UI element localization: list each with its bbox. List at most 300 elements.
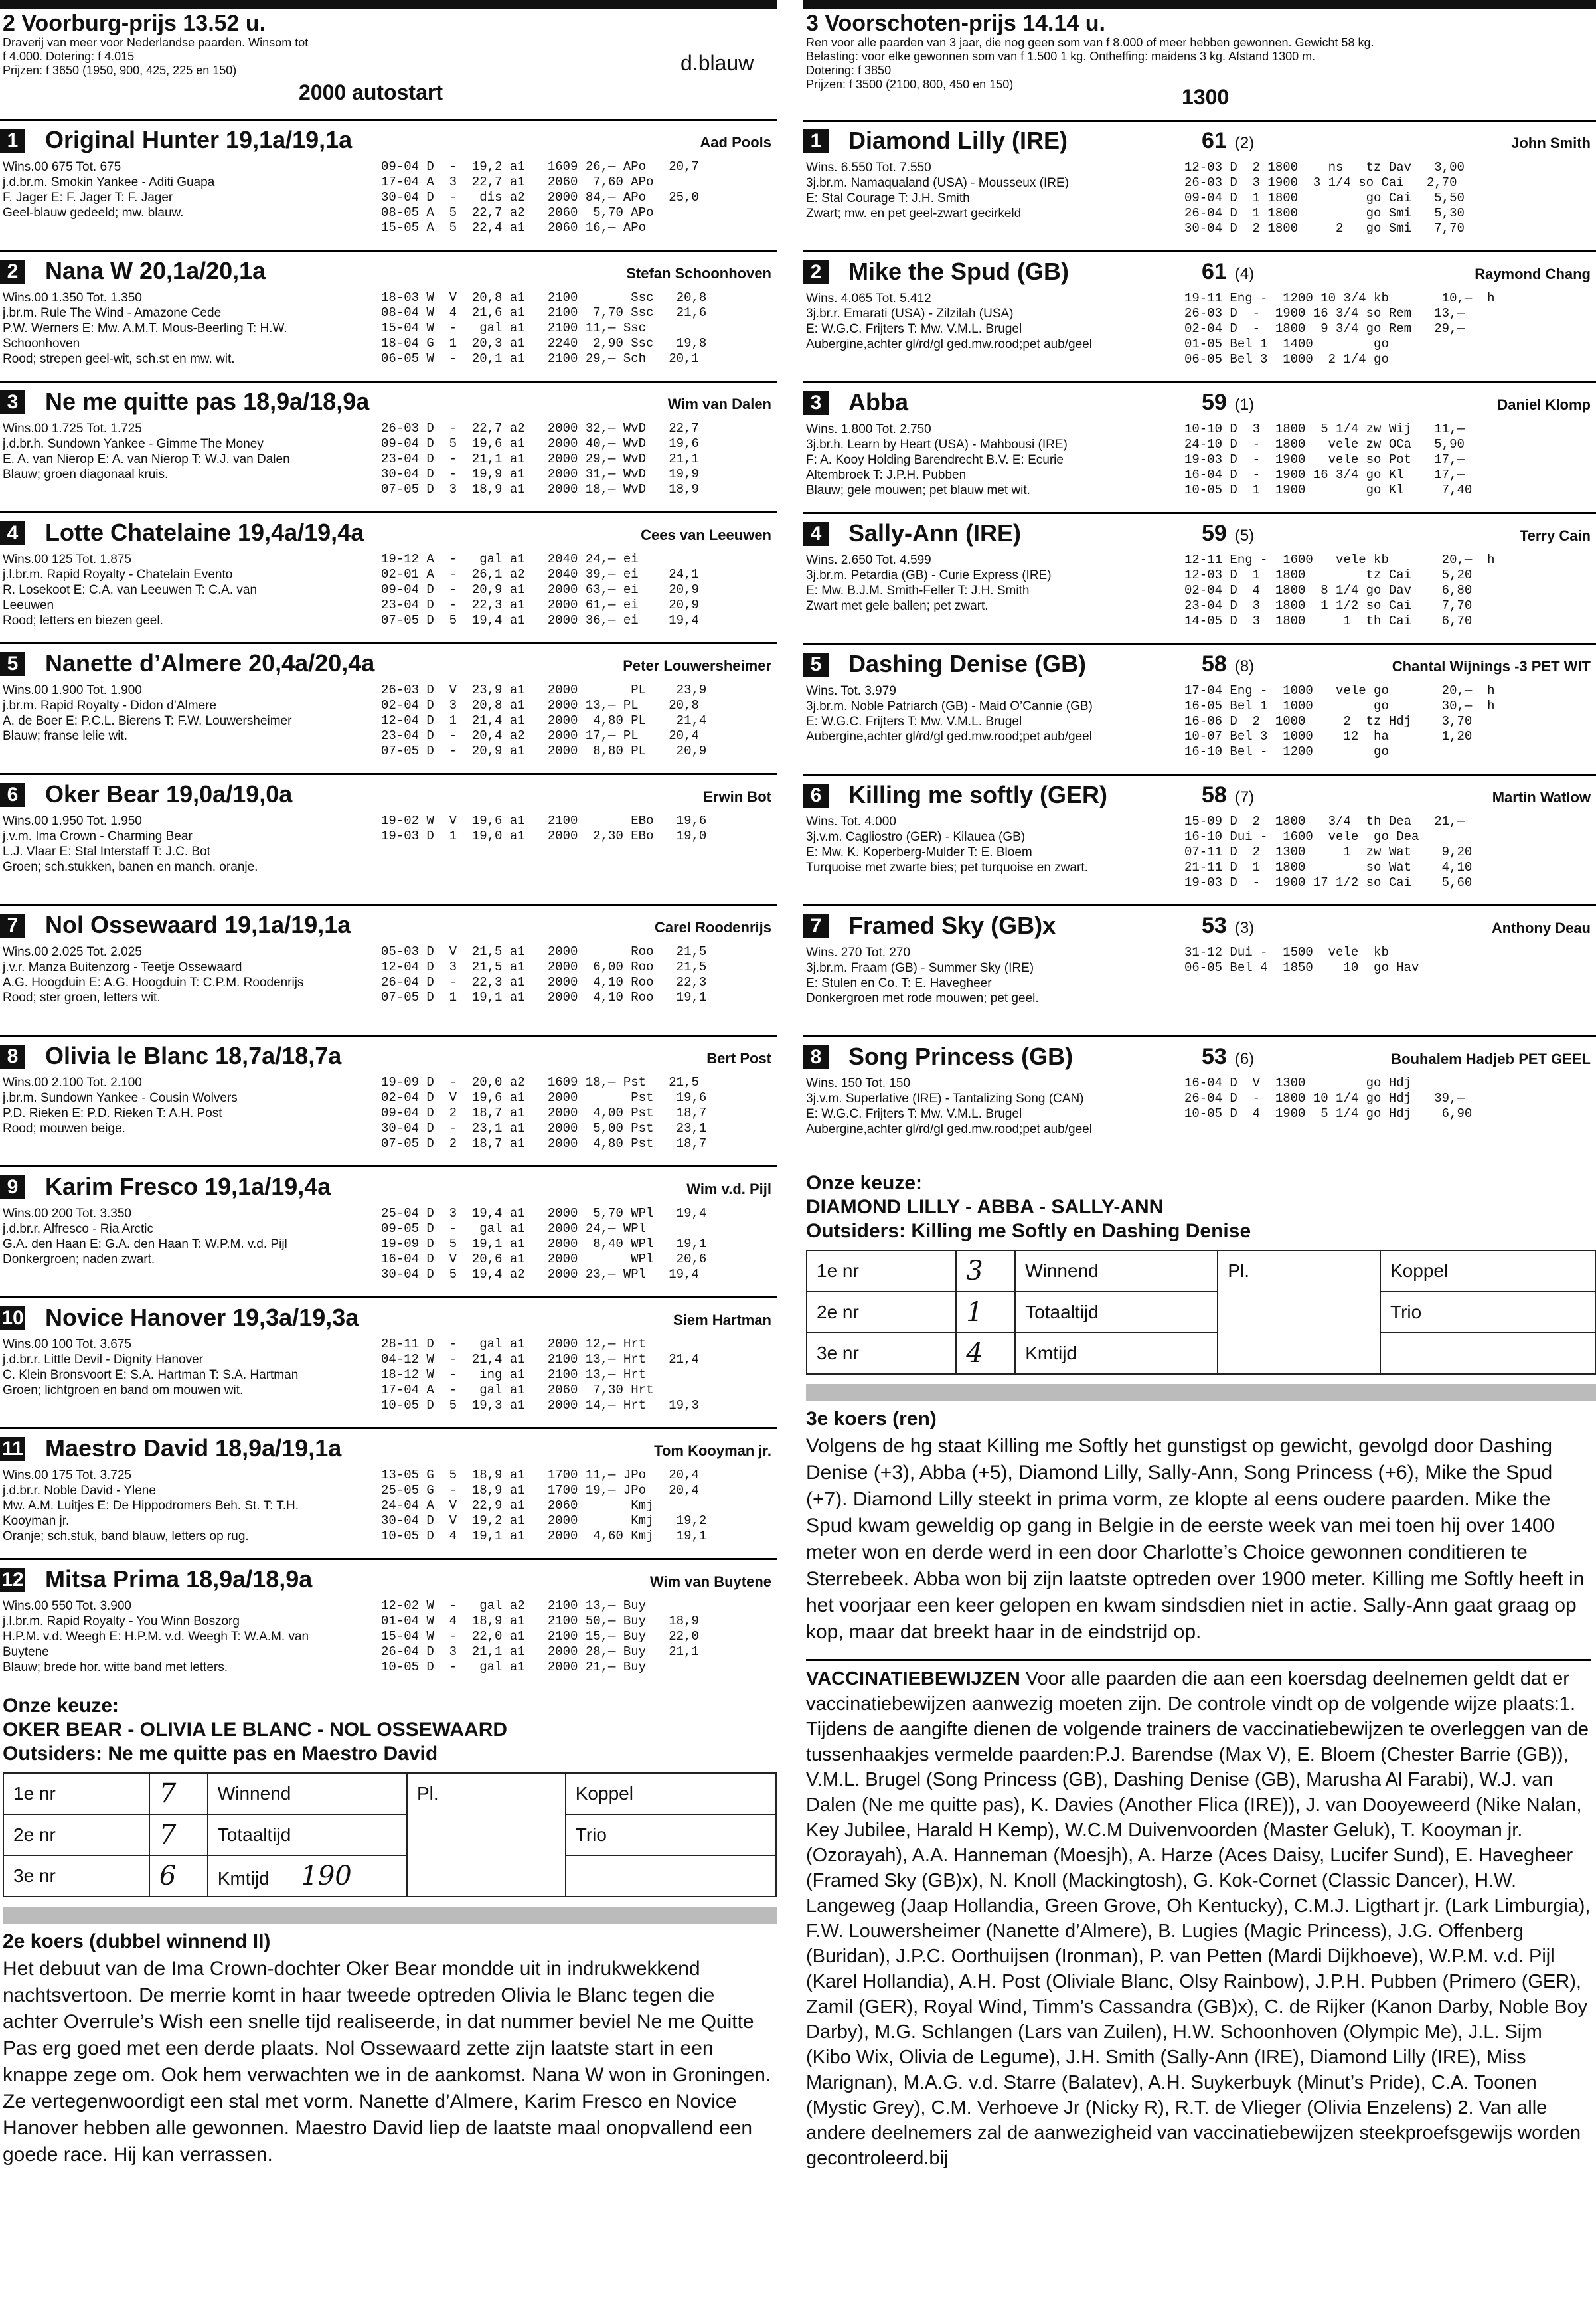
form-row: 09-04 D 1 1800 go Cai 5,50 xyxy=(1184,191,1465,205)
form-row: 30-04 D 2 1800 2 go Smi 7,70 xyxy=(1184,221,1465,236)
trainer-name: Aad Pools xyxy=(700,134,771,151)
horse-name: Mitsa Prima 18,9a/18,9a xyxy=(45,1565,313,1592)
horse-entry xyxy=(803,250,1596,377)
info-line: P.D. Rieken E: P.D. Rieken T: A.H. Post xyxy=(3,1106,222,1120)
form-row: 16-10 Bel - 1200 go xyxy=(1184,744,1389,759)
info-line: Wins.00 1.350 Tot. 1.350 xyxy=(3,291,142,305)
form-row: 16-04 D - 1900 16 3/4 go Kl 17,— xyxy=(1184,468,1465,482)
trainer-name: Wim van Dalen xyxy=(667,396,771,412)
horse-rating xyxy=(1202,782,1254,808)
info-line: F: A. Kooy Holding Barendrecht B.V. E: Ecurie xyxy=(806,453,1064,467)
rating-value: 53 xyxy=(1202,1044,1227,1069)
trainer-name: Anthony Deau xyxy=(1491,920,1591,936)
info-line: Leeuwen xyxy=(3,598,54,612)
handwritten-entry: 4 xyxy=(966,1338,983,1369)
form-table xyxy=(381,1598,699,1675)
form-table xyxy=(381,1206,706,1282)
handwritten-entry: 3 xyxy=(966,1256,983,1286)
form-row: 14-05 D 3 1800 1 th Cai 6,70 xyxy=(1184,614,1473,628)
draw-number: (3) xyxy=(1234,919,1255,937)
prediction-table xyxy=(806,1250,1596,1375)
distance: 1300 xyxy=(1182,85,1230,109)
horse-list xyxy=(803,120,1596,1162)
horse-number: 2 xyxy=(0,260,25,284)
horse-info xyxy=(3,1337,361,1398)
pl-label: Pl. xyxy=(1218,1250,1380,1374)
draw-number: (2) xyxy=(1234,134,1255,152)
horse-number: 1 xyxy=(803,129,829,153)
form-row: 09-04 D 5 19,6 a1 2000 40,— WvD 19,6 xyxy=(381,436,699,451)
info-line: 3j.br.h. Learn by Heart (USA) - Mahbousi (IRE) xyxy=(806,438,1068,452)
info-line: j.d.br.h. Sundown Yankee - Gimme The Money xyxy=(3,437,264,451)
horse-name: Diamond Lilly (IRE) xyxy=(848,127,1068,154)
handwritten-entry: 7 xyxy=(159,1778,177,1809)
info-line: Wins.00 550 Tot. 3.900 xyxy=(3,1599,131,1613)
race-conditions-2: Belasting: voor elke gewonnen som van f 1.500 1 kg. Ontheffing: maidens 3 kg. Afstand 1300 m. xyxy=(806,50,1316,63)
form-row: 18-04 G 1 20,3 a1 2240 2,90 Ssc 19,8 xyxy=(381,336,707,351)
horse-number: 3 xyxy=(803,391,829,415)
form-row: 30-04 D - 23,1 a1 2000 5,00 Pst 23,1 xyxy=(381,1121,707,1136)
form-table xyxy=(381,1468,706,1544)
info-line: E: W.G.C. Frijters T: Mw. V.M.L. Brugel xyxy=(806,715,1022,729)
form-row: 12-03 D 2 1800 ns tz Dav 3,00 xyxy=(1184,160,1465,175)
form-row: 16-04 D V 1300 go Hdj xyxy=(1184,1076,1412,1090)
horse-name: Maestro David 18,9a/19,1a xyxy=(45,1434,342,1462)
handwritten-entry: 7 xyxy=(159,1820,177,1850)
form-table xyxy=(381,944,706,1005)
trainer-name: Siem Hartman xyxy=(673,1312,771,1328)
horse-info xyxy=(3,290,361,367)
horse-name: Dashing Denise (GB) xyxy=(848,650,1087,677)
horse-entry xyxy=(0,119,777,246)
info-line: Wins.00 1.900 Tot. 1.900 xyxy=(3,683,142,697)
info-line: Blauw; brede hor. witte band met letters. xyxy=(3,1660,228,1674)
horse-info xyxy=(3,1598,361,1675)
form-row: 07-05 D 2 18,7 a1 2000 4,80 Pst 18,7 xyxy=(381,1136,707,1151)
trainer-name: Raymond Chang xyxy=(1475,266,1591,282)
vaccination-text: Voor alle paarden die aan een koersdag deelnemen geldt dat er vaccinatiebewijzen aanwezig moeten zijn. De controle vindt op de volgende wijze plaats:1. Tijdens de aangifte dienen de volgende trainers de vaccinatiebewijzen te overleggen van de tussenhaakjes vermelde paarden:P.J. Barendse (Max V), E. Bloem (Chester Barrie (GB)), V.M.L. Brugel (Song Princess (GB), Dashing Denise (GB), Marusha Al Farabi), W.J. van Dalen (Ne me quitte pas), K. Davies (Another Flica (IRE)), J. van Dooyeweerd (Nike Nalan, Key Jubilee, Harald H Kemp), W.C.M Duivenvoorden (Master Geluk), T. Kooyman jr. (Ozorayah), A.A. Hanneman (Moesjh), A. Harze (Aces Daisy, Lucifer Sund), E. Havegheer (Framed Sky (GB)x), N. Knoll (Mackingtosh), G. Kok-Cornet (Classic Dancer), H.W. Langeweg (Jaap Hollandia, Green Grove, Oh Kentucky), C.M.J. Ligthart jr. (Lark Limburgia), F.W. Louwersheimer (Nanette d’Almere), B. Lugies (Magic Princess), J.G. Offenberg (Buridan), J.P.C. Oorthuijsen (Ironman), P. van Petten (Mardi Dijkhoeve), W.P.M. v.d. Pijl (Karel Hollandia), A.H. Post (Oliviale Blanc, Olsy Rainbow), J.P.H. Pubben (Primero (GER), Zamil (GER), Royal Wind, Timm’s Cassandra (GB)x), C. de Rijker (Kanon Darby, Noble Boy Darby), M.G. Schlangen (Lars van Zuilen), H.W. Schoonhoven (Olympic Me), J.L. Sijm (Kibo Wix, Olivia de Legume), J.H. Smith (Sally-Ann (IRE), Diamond Lilly (IRE), Miss Marignan), M.A.G. v.d. Starre (Balatev), A.H. Suykerbuyk (Minut’s Pride), C.A. Toonen (Mystic Grey), C.M. Verhoeve Jr (Nicky R), R.T. de Vlieger (Olivia Enzelens) 2. Van alle andere deelnemers zal de aanwezigheid van vaccinatiebewijzen steekproefsgewijs worden gecontroleerd.bij xyxy=(806,1668,1591,2169)
info-line: Zwart; mw. en pet geel-zwart gecirkeld xyxy=(806,207,1022,220)
form-row: 16-06 D 2 1000 2 tz Hdj 3,70 xyxy=(1184,714,1473,729)
horse-name: Killing me softly (GER) xyxy=(848,781,1108,808)
info-line: Wins. 4.065 Tot. 5.412 xyxy=(806,292,931,305)
horse-entry xyxy=(0,1427,777,1554)
form-row: 26-03 D - 1900 16 3/4 so Rem 13,— xyxy=(1184,306,1465,321)
draw-number: (1) xyxy=(1234,396,1255,414)
horse-number: 12 xyxy=(0,1568,25,1592)
rating-value: 58 xyxy=(1202,651,1227,677)
form-row: 07-05 D 5 19,4 a1 2000 36,— ei 19,4 xyxy=(381,613,699,628)
form-table xyxy=(381,1075,706,1152)
form-row: 10-05 D 5 19,3 a1 2000 14,— Hrt 19,3 xyxy=(381,1398,699,1413)
info-line: 3j.br.m. Noble Patriarch (GB) - Maid O’Cannie (GB) xyxy=(806,699,1093,713)
horse-number: 7 xyxy=(803,914,829,938)
horse-entry xyxy=(803,512,1596,639)
info-line: j.d.br.m. Smokin Yankee - Aditi Guapa xyxy=(3,175,215,189)
outsiders-text: Outsiders: Killing me Softly en Dashing Denise xyxy=(806,1220,1251,1242)
race-conditions-4: Prijzen: f 3500 (2100, 800, 450 en 150) xyxy=(806,78,1014,91)
race-3-column xyxy=(803,0,1596,2171)
horse-entry xyxy=(0,773,777,900)
article-text: Volgens de hg staat Killing me Softly het gunstigst op gewicht, gevolgd door Dashing Denise (+3), Abba (+5), Diamond Lilly, Sally-Ann, Song Princess (+6), Mike the Spud (+7). Diamond Lilly steekt in prima vorm, ze klopte al eens oudere paarden. Mike the Spud kwam geweldig op gang in Belgie in de eerste week van mei toen hij over 1400 meter won en derde werd in een door Charlotte’s Choice gewonnen conditieren te Sterrebeek. Abba won bij zijn laatste optreden over 1900 meter. Killing me Softly heeft in het voorjaar een keer gelopen en kwam sindsdien niet in actie. Sally-Ann gaat graag op kop, maar dat breekt haar in de eindstrijd op. xyxy=(806,1435,1585,1643)
row-label: 3e nr xyxy=(3,1855,149,1897)
keuze-text: DIAMOND LILLY - ABBA - SALLY-ANN xyxy=(806,1196,1164,1218)
form-table xyxy=(1184,291,1494,367)
form-table xyxy=(1184,553,1494,629)
info-line: Wins.00 100 Tot. 3.675 xyxy=(3,1337,131,1351)
horse-rating xyxy=(1202,1044,1254,1070)
form-row: 15-04 W - gal a1 2100 11,— Ssc xyxy=(381,321,647,335)
info-line: Rood; mouwen beige. xyxy=(3,1122,125,1136)
horse-entry xyxy=(803,774,1596,901)
horse-name: Novice Hanover 19,3a/19,3a xyxy=(45,1304,359,1331)
form-row: 12-02 W - gal a2 2100 13,— Buy xyxy=(381,1598,647,1613)
form-row: 23-04 D 3 1800 1 1/2 so Cai 7,70 xyxy=(1184,598,1473,613)
horse-name: Nana W 20,1a/20,1a xyxy=(45,257,266,284)
prediction-table xyxy=(3,1772,777,1897)
trainer-name: Stefan Schoonhoven xyxy=(626,265,771,282)
info-line: Donkergroen met rode mouwen; pet geel. xyxy=(806,991,1039,1005)
start-type: 2000 autostart xyxy=(299,80,443,104)
horse-number: 4 xyxy=(0,521,25,545)
info-line: E: W.G.C. Frijters T: Mw. V.M.L. Brugel xyxy=(806,322,1022,336)
horse-rating xyxy=(1202,390,1254,416)
horse-number: 2 xyxy=(803,260,829,284)
header-bar xyxy=(803,0,1596,9)
horse-info xyxy=(3,944,361,1005)
form-row: 13-05 G 5 18,9 a1 1700 11,— JPo 20,4 xyxy=(381,1468,699,1482)
horse-rating xyxy=(1202,128,1254,154)
form-row: 19-03 D - 1900 17 1/2 so Cai 5,60 xyxy=(1184,875,1473,890)
info-line: Geel-blauw gedeeld; mw. blauw. xyxy=(3,206,184,220)
horse-number: 4 xyxy=(803,522,829,546)
form-row: 12-03 D 1 1800 tz Cai 5,20 xyxy=(1184,568,1473,582)
form-table xyxy=(381,159,699,236)
info-line: Wins. Tot. 4.000 xyxy=(806,815,896,829)
race-conditions-2: f 4.000. Dotering: f 4.015 xyxy=(3,50,135,63)
col-label: Totaaltijd xyxy=(1015,1292,1218,1333)
form-table xyxy=(1184,683,1494,760)
horse-name: Abba xyxy=(848,388,908,416)
info-line: F. Jager E: F. Jager T: F. Jager xyxy=(3,191,173,205)
form-row: 06-05 W - 20,1 a1 2100 29,— Sch 20,1 xyxy=(381,351,699,366)
horse-info xyxy=(806,945,1164,1006)
horse-number: 7 xyxy=(0,914,25,938)
race-conditions-3: Dotering: f 3850 xyxy=(806,64,892,77)
form-row: 01-04 W 4 18,9 a1 2100 50,— Buy 18,9 xyxy=(381,1614,699,1628)
form-row: 26-04 D - 1800 10 1/4 go Hdj 39,— xyxy=(1184,1091,1465,1106)
info-line: j.v.r. Manza Buitenzorg - Teetje Ossewaard xyxy=(3,960,242,974)
horse-entry xyxy=(0,1165,777,1292)
trainer-name: Erwin Bot xyxy=(703,788,771,805)
horse-entry xyxy=(803,1035,1596,1162)
form-row: 09-04 D - 20,9 a1 2000 63,— ei 20,9 xyxy=(381,582,699,597)
info-line: j.d.br.r. Noble David - Ylene xyxy=(3,1484,156,1498)
horse-entry xyxy=(0,250,777,377)
form-row: 28-11 D - gal a1 2000 12,— Hrt xyxy=(381,1337,647,1351)
info-line: Mw. A.M. Luitjes E: De Hippodromers Beh. St. T: T.H. xyxy=(3,1499,299,1513)
keuze-title: Onze keuze: xyxy=(806,1172,923,1194)
horse-name: Oker Bear 19,0a/19,0a xyxy=(45,780,293,808)
rating-value: 53 xyxy=(1202,913,1227,938)
horse-rating xyxy=(1202,913,1254,939)
row-label: 1e nr xyxy=(807,1250,956,1292)
horse-info xyxy=(3,159,361,220)
info-line: E: Stulen en Co. T: E. Havegheer xyxy=(806,976,992,990)
horse-entry xyxy=(0,642,777,769)
rating-value: 58 xyxy=(1202,782,1227,808)
handwritten-entry: 1 xyxy=(966,1297,983,1328)
info-line: R. Losekoot E: C.A. van Leeuwen T: C.A. van xyxy=(3,583,258,597)
horse-info xyxy=(806,814,1164,875)
horse-entry xyxy=(803,381,1596,508)
info-line: Wins.00 675 Tot. 675 xyxy=(3,160,121,174)
form-row: 30-04 D 5 19,4 a2 2000 23,— WPl 19,4 xyxy=(381,1267,699,1282)
vaccination-notice xyxy=(806,1659,1591,2171)
form-row: 23-04 D - 22,3 a1 2000 61,— ei 20,9 xyxy=(381,598,699,612)
draw-number: (4) xyxy=(1234,265,1255,283)
info-line: 3j.br.m. Namaqualand (USA) - Mousseux (IRE) xyxy=(806,176,1069,190)
info-line: Buytene xyxy=(3,1645,49,1659)
form-row: 09-04 D 2 18,7 a1 2000 4,00 Pst 18,7 xyxy=(381,1106,707,1120)
horse-number: 5 xyxy=(803,653,829,677)
trainer-name: Carel Roodenrijs xyxy=(654,919,771,936)
info-line: A.G. Hoogduin E: A.G. Hoogduin T: C.P.M. Roodenrijs xyxy=(3,976,304,989)
race-2-column xyxy=(0,0,777,2168)
form-row: 10-05 D 1 1900 go Kl 7,40 xyxy=(1184,483,1473,497)
form-row: 25-05 G - 18,9 a1 1700 19,— JPo 20,4 xyxy=(381,1483,699,1498)
form-row: 12-04 D 3 21,5 a1 2000 6,00 Roo 21,5 xyxy=(381,960,707,974)
horse-info xyxy=(3,683,361,744)
info-line: E: W.G.C. Frijters T: Mw. V.M.L. Brugel xyxy=(806,1107,1022,1121)
form-row: 10-05 D 4 1900 5 1/4 go Hdj 6,90 xyxy=(1184,1106,1473,1121)
trainer-name: Martin Watlow xyxy=(1492,789,1591,806)
form-row: 17-04 Eng - 1000 vele go 20,— h xyxy=(1184,683,1495,698)
horse-number: 8 xyxy=(0,1045,25,1069)
horse-rating xyxy=(1202,521,1254,547)
article-title: 3e koers (ren) xyxy=(806,1408,937,1430)
row-label: 1e nr xyxy=(3,1773,149,1814)
info-line: 3j.br.m. Petardia (GB) - Curie Express (IRE) xyxy=(806,568,1052,582)
form-table xyxy=(1184,1076,1472,1122)
form-row: 06-05 Bel 4 1850 10 go Hav xyxy=(1184,960,1419,975)
info-line: P.W. Werners E: Mw. A.M.T. Mous-Beerling T: H.W. xyxy=(3,321,287,335)
info-line: Turquoise met zwarte bies; pet turquoise en zwart. xyxy=(806,861,1088,875)
draw-number: (5) xyxy=(1234,527,1255,545)
rating-value: 61 xyxy=(1202,128,1227,153)
colour-label: d.blauw xyxy=(680,51,754,75)
draw-number: (8) xyxy=(1234,657,1255,675)
horse-entry xyxy=(0,904,777,1031)
form-row: 02-01 A - 26,1 a2 2040 39,— ei 24,1 xyxy=(381,567,699,582)
horse-number: 5 xyxy=(0,652,25,676)
form-row: 08-05 A 5 22,7 a2 2060 5,70 APo xyxy=(381,205,654,220)
horse-name: Mike the Spud (GB) xyxy=(848,258,1069,285)
info-line: E: Mw. B.J.M. Smith-Feller T: J.H. Smith xyxy=(806,584,1030,598)
info-line: j.l.br.m. Rapid Royalty - Chatelain Evento xyxy=(3,568,233,582)
form-table xyxy=(1184,422,1472,498)
form-row: 26-04 D 1 1800 go Smi 5,30 xyxy=(1184,206,1465,220)
info-line: Oranje; sch.stuk, band blauw, letters op rug. xyxy=(3,1529,249,1543)
form-row: 06-05 Bel 3 1000 2 1/4 go xyxy=(1184,352,1389,367)
horse-number: 6 xyxy=(0,783,25,807)
form-table xyxy=(1184,814,1472,891)
trainer-name: Cees van Leeuwen xyxy=(641,527,771,543)
horse-info xyxy=(3,552,361,628)
info-line: Wins. Tot. 3.979 xyxy=(806,684,896,698)
info-line: Groen; lichtgroen en band om mouwen wit. xyxy=(3,1383,244,1397)
trainer-name: Chantal Wijnings -3 PET WIT xyxy=(1392,658,1591,675)
info-line: C. Klein Bronsvoort E: S.A. Hartman T: S.A. Hartman xyxy=(3,1368,299,1382)
horse-name: Nanette d’Almere 20,4a/20,4a xyxy=(45,649,375,677)
divider xyxy=(3,1907,777,1924)
vaccination-title: VACCINATIEBEWIJZEN xyxy=(806,1668,1020,1689)
horse-entry xyxy=(0,1296,777,1423)
horse-entry xyxy=(803,120,1596,246)
keuze-text: OKER BEAR - OLIVIA LE BLANC - NOL OSSEWAARD xyxy=(3,1719,508,1741)
horse-info xyxy=(3,1075,361,1136)
form-row: 18-12 W - ing a1 2100 13,— Hrt xyxy=(381,1367,647,1382)
horse-info xyxy=(806,1076,1164,1137)
form-row: 25-04 D 3 19,4 a1 2000 5,70 WPl 19,4 xyxy=(381,1206,707,1221)
form-row: 26-04 D - 22,3 a1 2000 4,10 Roo 22,3 xyxy=(381,975,707,989)
info-line: Wins. 6.550 Tot. 7.550 xyxy=(806,161,931,175)
keuze-title: Onze keuze: xyxy=(3,1695,120,1717)
horse-number: 3 xyxy=(0,390,25,414)
col-label: Totaaltijd xyxy=(208,1814,407,1855)
horse-entry xyxy=(0,1035,777,1161)
row-label: 3e nr xyxy=(807,1333,956,1374)
horse-number: 10 xyxy=(0,1306,25,1330)
horse-info xyxy=(806,160,1164,221)
horse-name: Ne me quitte pas 18,9a/18,9a xyxy=(45,388,370,415)
form-table xyxy=(381,552,699,628)
info-line: 3j.br.r. Emarati (USA) - Zilzilah (USA) xyxy=(806,307,1014,321)
info-line: Altembroek T: J.P.H. Pubben xyxy=(806,468,967,482)
info-line: L.J. Vlaar E: Stal Interstaff T: J.C. Bot xyxy=(3,845,210,859)
trainer-name: Bouhalem Hadjeb PET GEEL xyxy=(1391,1051,1591,1067)
info-line: Kooyman jr. xyxy=(3,1514,70,1528)
form-row: 02-04 D 3 20,8 a1 2000 13,— PL 20,8 xyxy=(381,698,699,713)
form-row: 19-03 D - 1900 vele so Pot 17,— xyxy=(1184,452,1465,467)
form-row: 09-04 D - 19,2 a1 1609 26,— APo 20,7 xyxy=(381,159,699,174)
form-table xyxy=(381,1337,699,1413)
form-row: 18-03 W V 20,8 a1 2100 Ssc 20,8 xyxy=(381,290,707,305)
form-row: 19-11 Eng - 1200 10 3/4 kb 10,— h xyxy=(1184,291,1495,305)
info-line: Aubergine,achter gl/rd/gl ged.mw.rood;pet aub/geel xyxy=(806,1122,1092,1136)
info-line: Wins.00 2.100 Tot. 2.100 xyxy=(3,1076,142,1090)
horse-number: 9 xyxy=(0,1175,25,1199)
rating-value: 61 xyxy=(1202,259,1227,284)
form-row: 24-04 A V 22,9 a1 2060 Kmj xyxy=(381,1498,654,1513)
form-row: 02-04 D - 1800 9 3/4 go Rem 29,— xyxy=(1184,321,1465,336)
horse-info xyxy=(806,422,1164,498)
koppel-label: Koppel xyxy=(566,1773,776,1814)
info-line: Wins.00 125 Tot. 1.875 xyxy=(3,553,131,566)
horse-name: Karim Fresco 19,1a/19,4a xyxy=(45,1173,331,1200)
horse-list xyxy=(0,119,777,1685)
horse-info xyxy=(806,683,1164,744)
info-line: 3j.br.m. Fraam (GB) - Summer Sky (IRE) xyxy=(806,961,1034,975)
info-line: Rood; ster groen, letters wit. xyxy=(3,991,161,1005)
form-row: 16-05 Bel 1 1000 go 30,— h xyxy=(1184,699,1495,713)
form-row: 30-04 D - dis a2 2000 84,— APo 25,0 xyxy=(381,190,699,205)
form-row: 21-11 D 1 1800 so Wat 4,10 xyxy=(1184,860,1473,875)
form-row: 09-05 D - gal a1 2000 24,— WPl xyxy=(381,1221,647,1236)
info-line: j.d.br.r. Alfresco - Ria Arctic xyxy=(3,1222,154,1236)
form-row: 19-03 D 1 19,0 a1 2000 2,30 EBo 19,0 xyxy=(381,829,707,843)
col-label: Winnend xyxy=(1015,1250,1218,1292)
trainer-name: Daniel Klomp xyxy=(1497,396,1591,413)
horse-name: Nol Ossewaard 19,1a/19,1a xyxy=(45,911,351,938)
horse-entry xyxy=(0,1558,777,1685)
info-line: j.v.m. Ima Crown - Charming Bear xyxy=(3,829,193,843)
trainer-name: Tom Kooyman jr. xyxy=(654,1442,771,1459)
form-row: 19-09 D - 20,0 a2 1609 18,— Pst 21,5 xyxy=(381,1075,699,1090)
form-table xyxy=(381,814,706,844)
header-bar xyxy=(0,0,777,9)
koppel-label: Koppel xyxy=(1380,1250,1595,1292)
info-line: Rood; strepen geel-wit, sch.st en mw. wit. xyxy=(3,352,235,366)
horse-info xyxy=(3,421,361,482)
horse-name: Sally-Ann (IRE) xyxy=(848,519,1022,547)
trainer-name: Terry Cain xyxy=(1519,527,1591,544)
info-line: Wins.00 1.725 Tot. 1.725 xyxy=(3,422,142,436)
info-line: Wins.00 1.950 Tot. 1.950 xyxy=(3,814,142,828)
form-row: 19-12 A - gal a1 2040 24,— ei xyxy=(381,552,639,566)
horse-entry xyxy=(0,381,777,507)
horse-info xyxy=(806,553,1164,614)
form-row: 07-05 D 3 18,9 a1 2000 18,— WvD 18,9 xyxy=(381,482,699,497)
info-line: j.l.br.m. Rapid Royalty - You Winn Boszorg xyxy=(3,1614,240,1628)
form-row: 10-05 D - gal a1 2000 21,— Buy xyxy=(381,1660,647,1674)
info-line: 3j.v.m. Cagliostro (GER) - Kilauea (GB) xyxy=(806,830,1026,844)
form-row: 17-04 A - gal a1 2060 7,30 Hrt xyxy=(381,1383,654,1397)
form-row: 24-10 D - 1800 vele zw OCa 5,90 xyxy=(1184,437,1465,452)
trio-label: Trio xyxy=(566,1814,776,1855)
form-row: 26-03 D 3 1900 3 1/4 so Cai 2,70 xyxy=(1184,175,1457,190)
form-row: 23-04 D - 21,1 a1 2000 29,— WvD 21,1 xyxy=(381,452,699,466)
horse-name: Original Hunter 19,1a/19,1a xyxy=(45,126,353,153)
form-row: 30-04 D - 19,9 a1 2000 31,— WvD 19,9 xyxy=(381,467,699,481)
info-line: E: Stal Courage T: J.H. Smith xyxy=(806,191,970,205)
trainer-name: Peter Louwersheimer xyxy=(623,657,771,674)
race-conditions-1: Ren voor alle paarden van 3 jaar, die nog geen som van f 8.000 of meer hebben gewonnen. Gewicht 58 kg. xyxy=(806,36,1374,49)
horse-info xyxy=(3,814,361,875)
trainer-name: John Smith xyxy=(1511,135,1591,151)
handwritten-entry: 6 xyxy=(159,1861,177,1891)
info-line: j.d.br.r. Little Devil - Dignity Hanover xyxy=(3,1353,204,1367)
col-label: Kmtijd xyxy=(217,1868,270,1889)
info-line: j.br.m. Rule The Wind - Amazone Cede xyxy=(3,306,222,320)
horse-rating xyxy=(1202,651,1254,677)
draw-number: (6) xyxy=(1234,1050,1255,1068)
info-line: Groen; sch.stukken, banen en manch. oranje. xyxy=(3,860,258,874)
horse-info xyxy=(3,1206,361,1267)
info-line: A. de Boer E: P.C.L. Bierens T: F.W. Louwersheimer xyxy=(3,714,292,728)
horse-name: Lotte Chatelaine 19,4a/19,4a xyxy=(45,519,364,546)
info-line: Schoonhoven xyxy=(3,337,80,351)
rating-value: 59 xyxy=(1202,390,1227,415)
info-line: E: Mw. K. Koperberg-Mulder T: E. Bloem xyxy=(806,845,1032,859)
form-row: 15-04 W - 22,0 a1 2100 15,— Buy 22,0 xyxy=(381,1629,699,1644)
info-line: Wins.00 175 Tot. 3.725 xyxy=(3,1468,131,1482)
form-table xyxy=(381,421,699,497)
trio-label: Trio xyxy=(1380,1292,1595,1333)
info-line: Blauw; groen diagonaal kruis. xyxy=(3,468,169,481)
horse-number: 6 xyxy=(803,784,829,808)
horse-entry xyxy=(803,643,1596,770)
